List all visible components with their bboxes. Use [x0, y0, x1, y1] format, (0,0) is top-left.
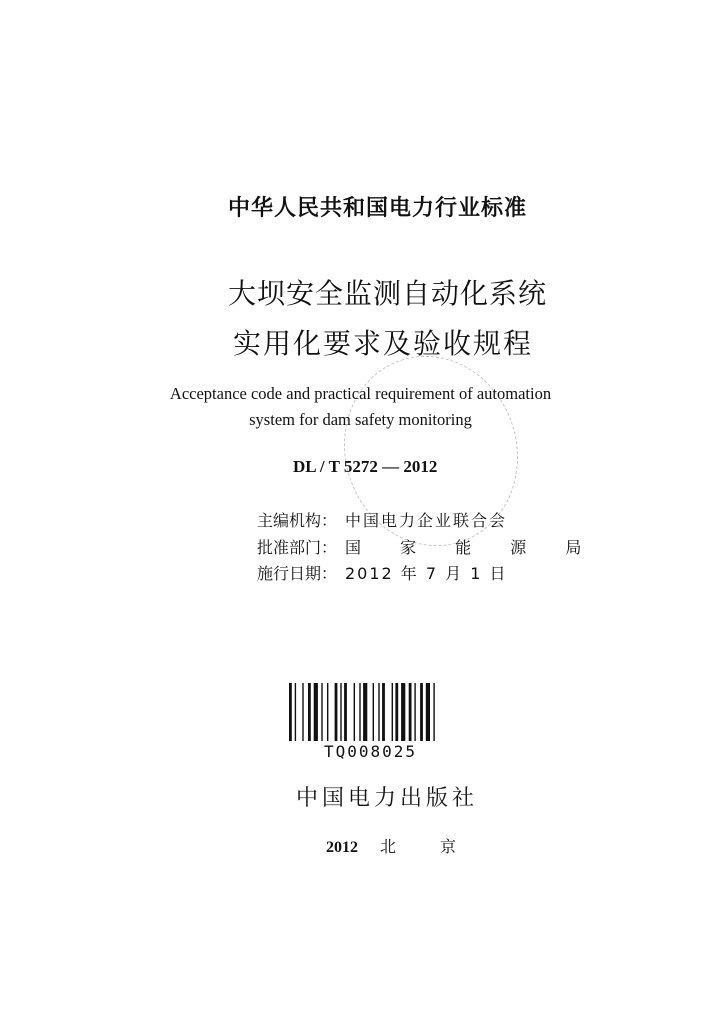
standard-header: 中华人民共和国电力行业标准 — [228, 196, 528, 221]
chinese-title-line2: 实用化要求及验收规程 — [233, 327, 534, 360]
effective-date-row — [257, 561, 508, 584]
english-title-line2: system for dam safety monitoring — [249, 410, 472, 429]
publication-year: 2012 — [326, 839, 358, 856]
chinese-title-line1: 大坝安全监测自动化系统 — [228, 277, 548, 310]
effective-date-label: 施行日期： — [257, 564, 338, 583]
publisher-name: 中国电力出版社 — [296, 786, 479, 811]
drafting-org-label: 主编机构： — [257, 511, 338, 530]
approval-dept-row — [257, 535, 598, 558]
publication-line — [326, 834, 476, 857]
library-stamp-icon — [320, 333, 543, 569]
barcode-number: TQ008025 — [324, 742, 418, 761]
barcode-icon — [287, 683, 467, 741]
approval-dept-value: 国 家 能 源 局 — [345, 538, 599, 557]
publication-city: 北 京 — [380, 839, 477, 856]
drafting-org-value: 中国电力企业联合会 — [345, 511, 508, 530]
standard-number: DL / T 5272 — 2012 — [293, 457, 438, 476]
approval-dept-label: 批准部门： — [257, 538, 338, 557]
english-title-line1: Acceptance code and practical requirement of automation — [169, 384, 552, 403]
effective-date-value: 2012 年 7 月 1 日 — [345, 564, 508, 583]
drafting-org-row — [257, 508, 507, 531]
